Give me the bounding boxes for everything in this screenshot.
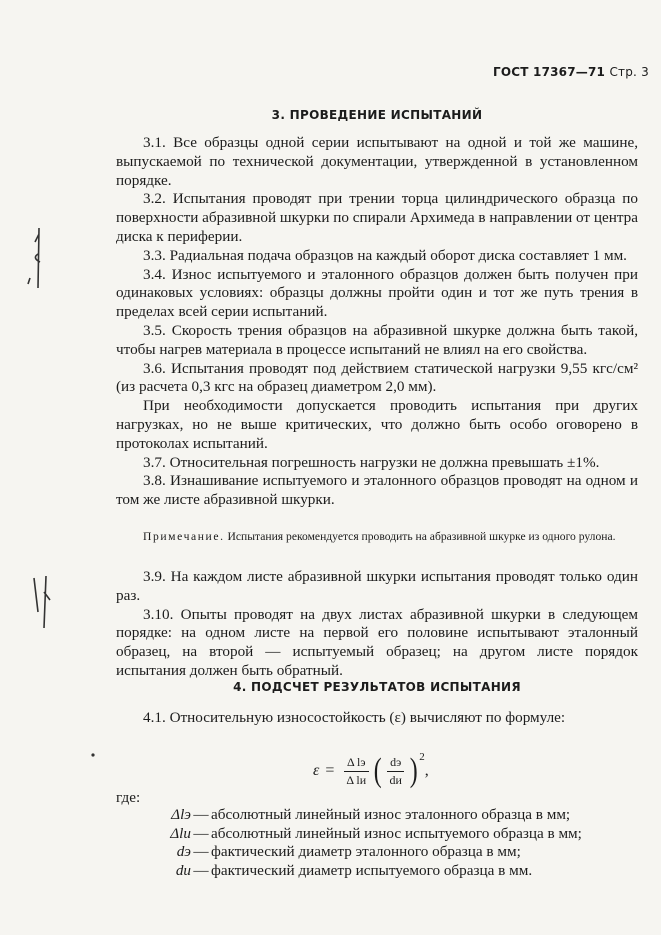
note <box>116 528 638 545</box>
formula-left-paren: ( <box>373 752 382 789</box>
formula-wear-ratio <box>343 755 369 788</box>
definition-row <box>147 825 582 844</box>
definition-symbol: Δlи <box>170 824 191 842</box>
definition-row <box>147 843 582 862</box>
formula-equals: = <box>325 762 335 779</box>
definition-symbol: dи <box>175 861 191 879</box>
formula-right-paren: ) <box>409 752 418 789</box>
formula <box>313 749 429 793</box>
definition-dash: — <box>193 824 209 842</box>
header-page-number: Стр. 3 <box>609 65 649 79</box>
paragraph-3-4: 3.4. Износ испытуемого и эталонного образцов должен быть получен при одинаковых условиях: образцы должны пройти один и тот же путь трения в пределах всей серии испытаний. <box>116 265 638 321</box>
definition-symbol: Δlэ <box>171 806 191 823</box>
paragraph-3-8: 3.8. Изнашивание испытуемого и эталонного образцов проводят на одном и том же листе абразивной шкурки. <box>116 472 638 509</box>
paragraph-3-9: 3.9. На каждом листе абразивной шкурки испытания проводят только один раз. <box>116 568 638 604</box>
formula-num-etalon-wear: Δ lэ <box>344 755 369 772</box>
paragraph-3-6: 3.6. Испытания проводят под действием статической нагрузки 9,55 кгс/см² (из расчета 0,3 кгс на образец диаметром 2,0 мм). <box>116 359 638 396</box>
formula-epsilon: ε <box>313 762 320 779</box>
header-doc-number: ГОСТ 17367—71 <box>493 65 606 79</box>
definition-text: фактический диаметр испытуемого образца в мм. <box>211 861 533 879</box>
definition-row <box>147 806 582 825</box>
definition-text: абсолютный линейный износ эталонного образца в мм; <box>211 806 571 823</box>
formula-den-test-wear: Δ lи <box>346 772 367 787</box>
paragraph-3-7: 3.7. Относительная погрешность нагрузки не должна превышать ±1%. <box>143 453 600 471</box>
margin-scribble-mark <box>26 572 56 630</box>
page-header <box>493 65 649 79</box>
section-3-title: 3. ПРОВЕДЕНИЕ ИСПЫТАНИЙ <box>271 108 483 122</box>
note-text: Испытания рекомендуется проводить на абразивной шкурке из одного рулона. <box>227 530 616 543</box>
section-3-body-a <box>116 134 638 510</box>
formula-comma: , <box>424 762 429 779</box>
paragraph-3-5: 3.5. Скорость трения образцов на абразивной шкурке должна быть такой, чтобы нагрев материала в процессе испытаний не влиял на его свойства. <box>116 321 638 358</box>
formula-den-test-diameter: dи <box>389 772 402 787</box>
section-4-title: 4. ПОДСЧЕТ РЕЗУЛЬТАТОВ ИСПЫТАНИЯ <box>233 680 521 694</box>
paragraph-3-1: 3.1. Все образцы одной серии испытывают на одной и той же машине, выпускаемой по технической документации, утвержденной в установленном порядке. <box>116 134 638 189</box>
margin-scribble-mark <box>24 224 50 290</box>
definitions-list <box>147 806 582 880</box>
definition-dash: — <box>193 843 209 861</box>
definition-dash: — <box>193 861 209 879</box>
paragraph-3-6-extra: При необходимости допускается проводить испытания при других нагрузках, но не выше критических, что должно быть особо оговорено в протоколах испытаний. <box>116 397 638 452</box>
paragraph-4-1: 4.1. Относительную износостойкость (ε) вычисляют по формуле: <box>143 709 566 726</box>
paragraph-3-3: 3.3. Радиальная подача образцов на каждый оборот диска составляет 1 мм. <box>143 246 627 264</box>
definition-text: абсолютный линейный износ испытуемого образца в мм; <box>211 824 582 842</box>
formula-exponent: 2 <box>419 751 425 763</box>
formula-diameter-ratio <box>386 755 404 788</box>
section-3-body-b <box>116 568 638 681</box>
formula-num-etalon-diameter: dэ <box>387 755 404 772</box>
section-4-intro <box>116 709 638 728</box>
definition-row <box>147 862 582 881</box>
definition-dash: — <box>193 806 209 823</box>
margin-dot-mark <box>90 752 96 758</box>
note-label: Примечание. <box>143 530 225 543</box>
definition-text: фактический диаметр эталонного образца в мм; <box>211 843 521 861</box>
paragraph-3-2: 3.2. Испытания проводят при трении торца цилиндрического образца по поверхности абразивной шкурки по спирали Архимеда в направлении от центра диска к периферии. <box>116 190 638 245</box>
paragraph-3-10: 3.10. Опыты проводят на двух листах абразивной шкурки в следующем порядке: на одном листе на первой его половине испытывают эталонный образец, на второй — испытуемый образец; на другом листе порядок испытания должен быть обратный. <box>116 605 638 679</box>
where-label: где: <box>116 789 141 806</box>
definition-symbol: dэ <box>176 843 191 861</box>
